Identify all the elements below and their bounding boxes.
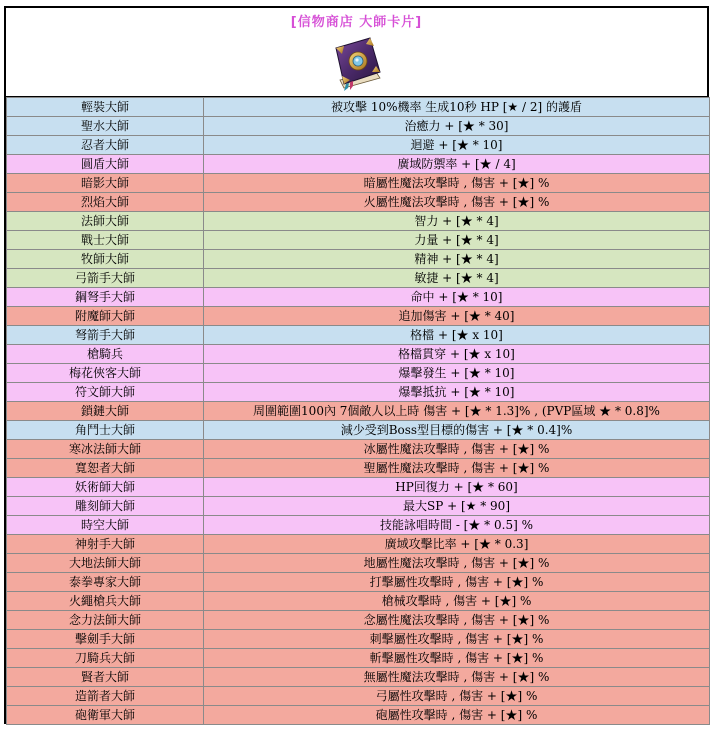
card-effect: 被攻擊 10%機率 生成10秒 HP [★ / 2] 的護盾 [204, 98, 710, 117]
card-name: 梅花俠客大師 [7, 364, 204, 383]
card-shop-panel [4, 6, 709, 724]
card-effect: 追加傷害 + [★ * 40] [204, 307, 710, 326]
card-effect: 技能詠唱時間 - [★ * 0.5] % [204, 516, 710, 535]
table-row [7, 193, 710, 212]
card-name: 忍者大師 [7, 136, 204, 155]
card-effect: 命中 + [★ * 10] [204, 288, 710, 307]
table-row [7, 402, 710, 421]
card-effect: 槍械攻擊時 , 傷害 + [★] % [204, 592, 710, 611]
table-row [7, 364, 710, 383]
card-effect: 弓屬性攻擊時 , 傷害 + [★] % [204, 687, 710, 706]
card-name: 法師大師 [7, 212, 204, 231]
card-effect: 斬擊屬性攻擊時 , 傷害 + [★] % [204, 649, 710, 668]
table-row [7, 383, 710, 402]
table-row [7, 649, 710, 668]
table-row [7, 250, 710, 269]
card-effect: 爆擊抵抗 + [★ * 10] [204, 383, 710, 402]
card-name: 賢者大師 [7, 668, 204, 687]
card-name: 神射手大師 [7, 535, 204, 554]
card-effect: 最大SP + [★ * 90] [204, 497, 710, 516]
master-card-table [6, 97, 710, 725]
table-row [7, 573, 710, 592]
table-row [7, 592, 710, 611]
card-effect: 念屬性魔法攻擊時 , 傷害 + [★] % [204, 611, 710, 630]
card-effect: 砲屬性攻擊時 , 傷害 + [★] % [204, 706, 710, 725]
card-effect: 打擊屬性攻擊時 , 傷害 + [★] % [204, 573, 710, 592]
table-row [7, 231, 710, 250]
card-name: 輕裝大師 [7, 98, 204, 117]
table-row [7, 345, 710, 364]
card-effect: 格檔貫穿 + [★ x 10] [204, 345, 710, 364]
card-effect: 爆擊發生 + [★ * 10] [204, 364, 710, 383]
card-effect: 刺擊屬性攻擊時 , 傷害 + [★] % [204, 630, 710, 649]
table-row [7, 611, 710, 630]
card-name: 角鬥士大師 [7, 421, 204, 440]
table-row [7, 212, 710, 231]
card-name: 鋼弩手大師 [7, 288, 204, 307]
table-row [7, 421, 710, 440]
table-row [7, 459, 710, 478]
table-row [7, 516, 710, 535]
card-name: 造箭者大師 [7, 687, 204, 706]
table-row [7, 478, 710, 497]
card-name: 寬恕者大師 [7, 459, 204, 478]
table-row [7, 117, 710, 136]
table-row [7, 307, 710, 326]
card-effect: 地屬性魔法攻擊時 , 傷害 + [★] % [204, 554, 710, 573]
table-row [7, 174, 710, 193]
table-row [7, 288, 710, 307]
card-effect: 冰屬性魔法攻擊時 , 傷害 + [★] % [204, 440, 710, 459]
card-effect: 精神 + [★ * 4] [204, 250, 710, 269]
card-name: 圓盾大師 [7, 155, 204, 174]
table-row [7, 98, 710, 117]
card-name: 泰拳專家大師 [7, 573, 204, 592]
table-row [7, 269, 710, 288]
card-name: 寒冰法師大師 [7, 440, 204, 459]
page-title: [信物商店 大師卡片] [290, 15, 423, 30]
table-row [7, 440, 710, 459]
card-effect: HP回復力 + [★ * 60] [204, 478, 710, 497]
card-name: 時空大師 [7, 516, 204, 535]
card-name: 牧師大師 [7, 250, 204, 269]
card-name: 暗影大師 [7, 174, 204, 193]
card-effect: 周圍範圍100內 7個敵人以上時 傷害 + [★ * 1.3]% , (PVP區域 ★ * 0.8]% [204, 402, 710, 421]
card-effect: 廣域攻擊比率 + [★ * 0.3] [204, 535, 710, 554]
card-effect: 無屬性魔法攻擊時 , 傷害 + [★] % [204, 668, 710, 687]
master-card-book-icon [330, 34, 386, 92]
card-name: 砲衛軍大師 [7, 706, 204, 725]
panel-header [6, 8, 707, 97]
table-row [7, 668, 710, 687]
card-effect: 治癒力 + [★ * 30] [204, 117, 710, 136]
card-name: 大地法師大師 [7, 554, 204, 573]
card-effect: 智力 + [★ * 4] [204, 212, 710, 231]
card-name: 聖水大師 [7, 117, 204, 136]
table-row [7, 630, 710, 649]
card-name: 弓箭手大師 [7, 269, 204, 288]
card-name: 烈焰大師 [7, 193, 204, 212]
card-effect: 力量 + [★ * 4] [204, 231, 710, 250]
table-row [7, 136, 710, 155]
card-effect: 敏捷 + [★ * 4] [204, 269, 710, 288]
card-effect: 迴避 + [★ * 10] [204, 136, 710, 155]
card-effect: 火屬性魔法攻擊時 , 傷害 + [★] % [204, 193, 710, 212]
card-name: 槍騎兵 [7, 345, 204, 364]
table-row [7, 326, 710, 345]
card-name: 火繩槍兵大師 [7, 592, 204, 611]
table-row [7, 706, 710, 725]
table-row [7, 554, 710, 573]
card-name: 刀騎兵大師 [7, 649, 204, 668]
card-effect: 暗屬性魔法攻擊時 , 傷害 + [★] % [204, 174, 710, 193]
card-name: 妖術師大師 [7, 478, 204, 497]
table-row [7, 687, 710, 706]
table-row [7, 535, 710, 554]
card-name: 擊劍手大師 [7, 630, 204, 649]
card-name: 符文師大師 [7, 383, 204, 402]
card-effect: 聖屬性魔法攻擊時 , 傷害 + [★] % [204, 459, 710, 478]
card-effect: 格檔 + [★ x 10] [204, 326, 710, 345]
card-name: 戰士大師 [7, 231, 204, 250]
card-name: 雕刻師大師 [7, 497, 204, 516]
card-effect: 廣域防禦率 + [★ / 4] [204, 155, 710, 174]
card-effect: 減少受到Boss型目標的傷害 + [★ * 0.4]% [204, 421, 710, 440]
card-name: 鎖鏈大師 [7, 402, 204, 421]
table-row [7, 155, 710, 174]
card-name: 念力法師大師 [7, 611, 204, 630]
card-name: 附魔師大師 [7, 307, 204, 326]
table-row [7, 497, 710, 516]
card-name: 弩箭手大師 [7, 326, 204, 345]
